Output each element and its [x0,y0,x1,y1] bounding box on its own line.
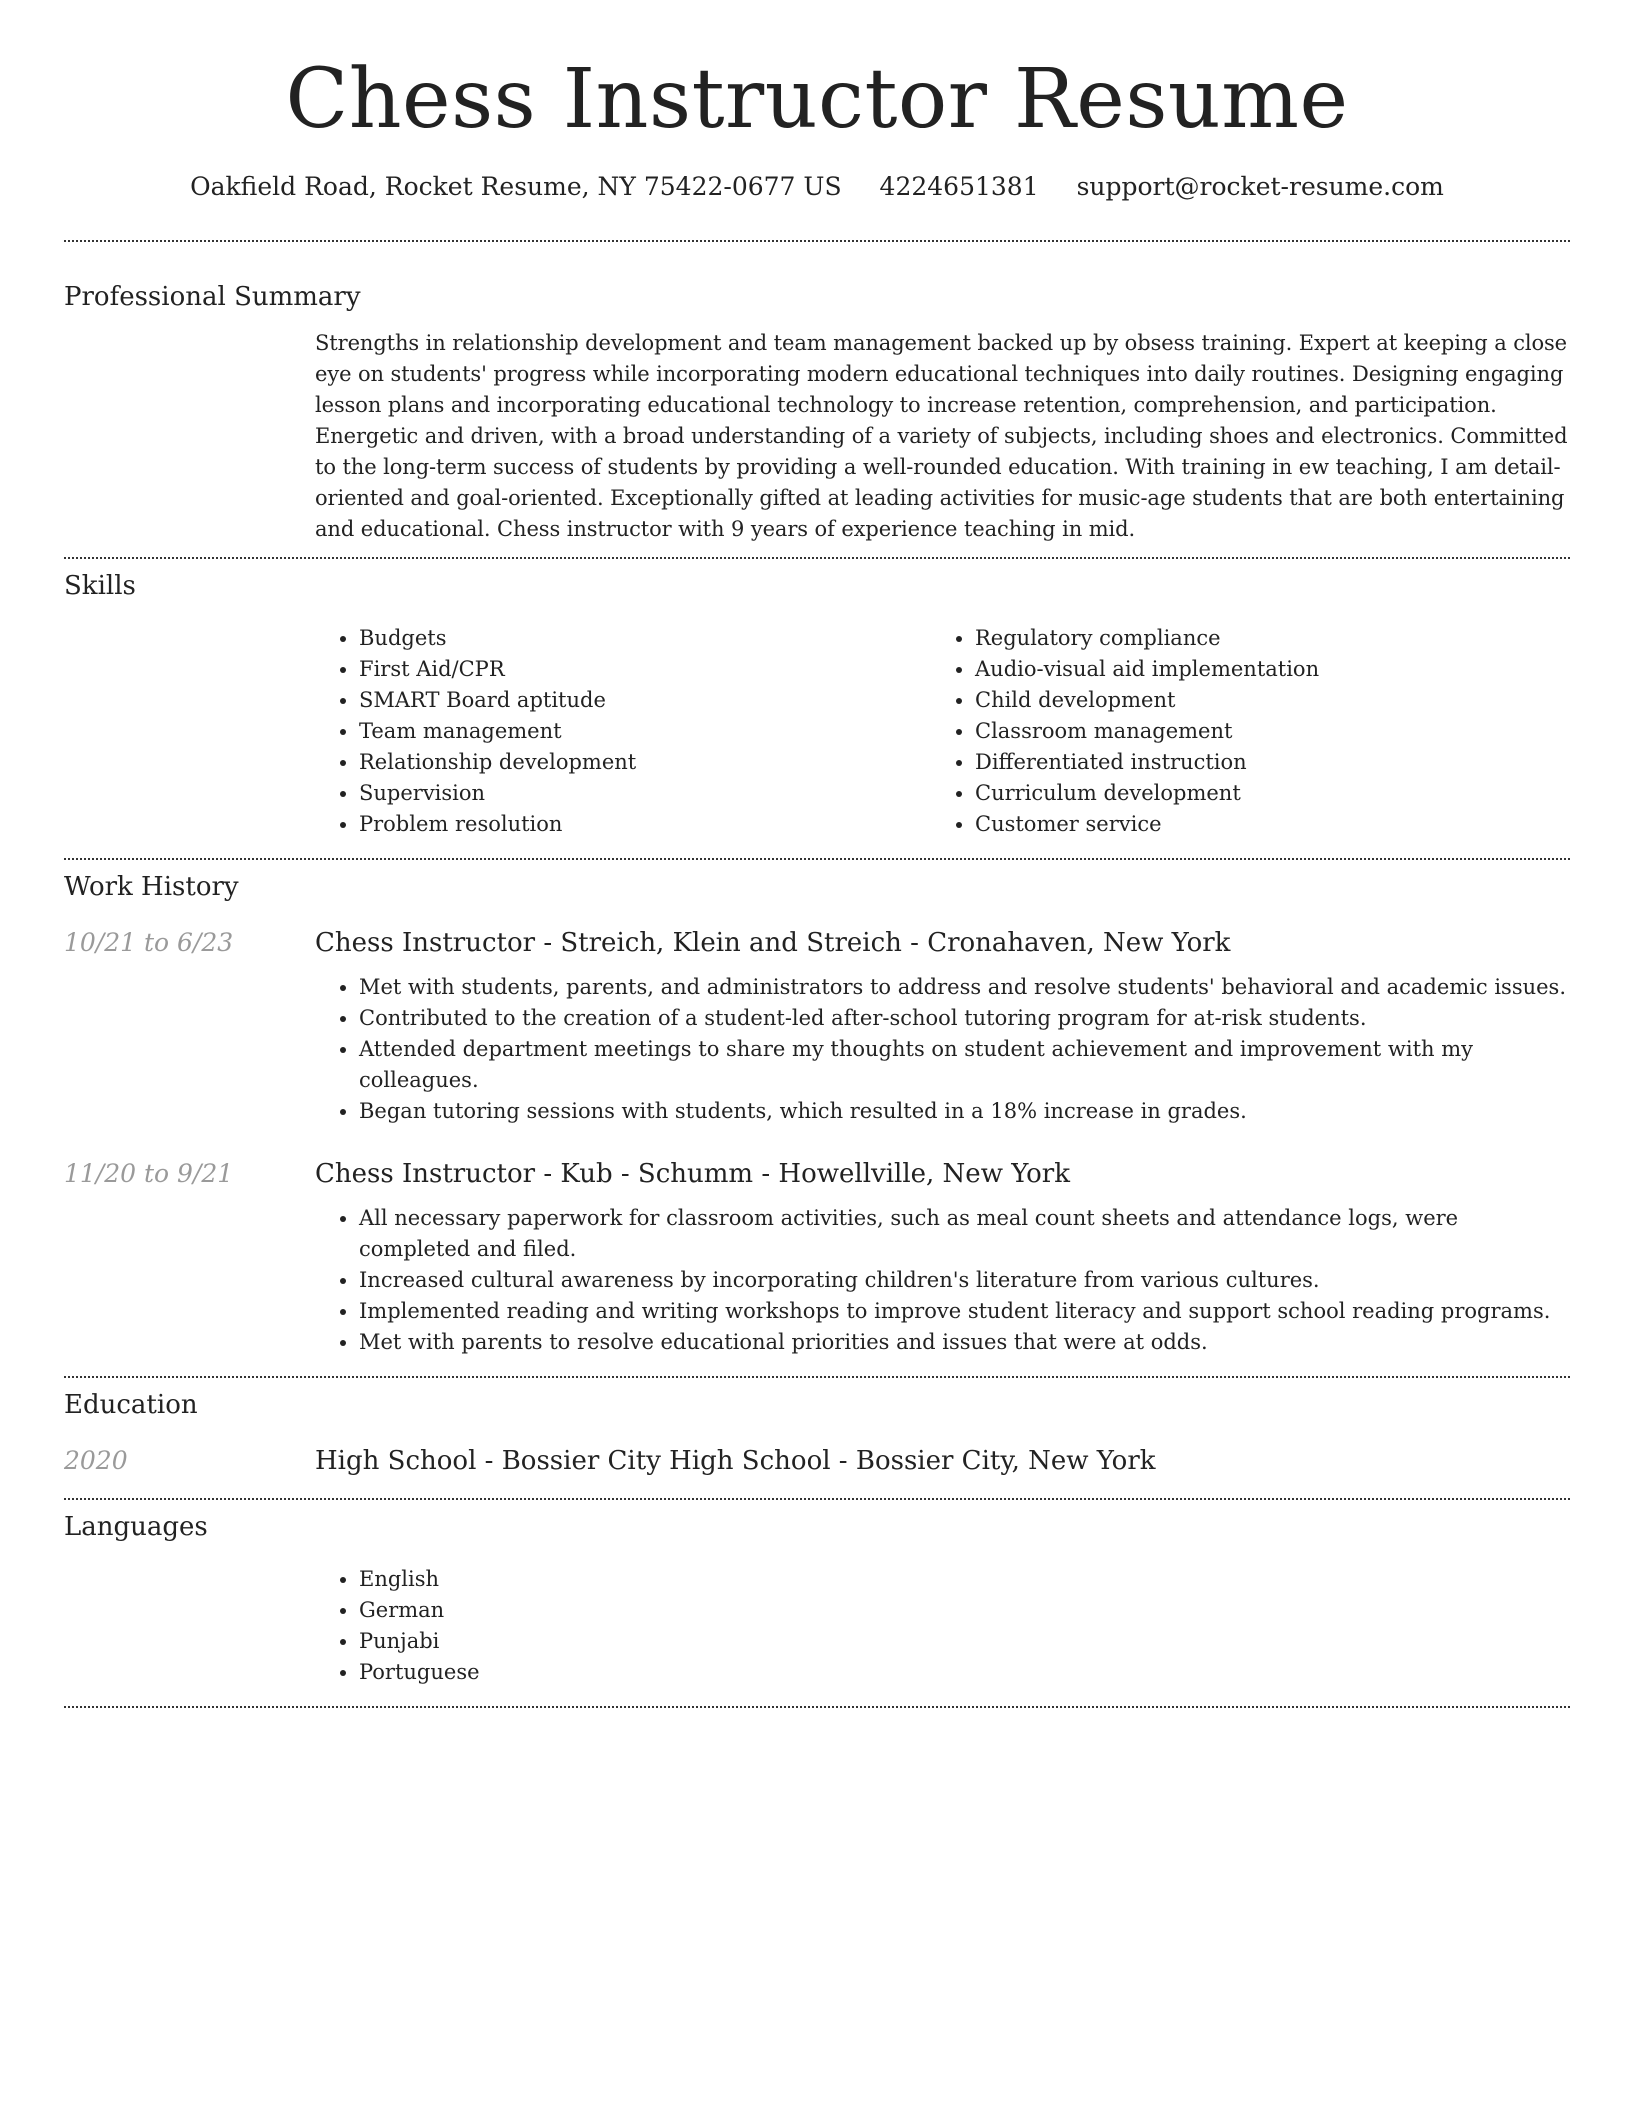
languages-section [64,1510,1570,1688]
job-bullets [315,1203,1570,1358]
skill-item: • Customer service [975,809,1547,840]
job-bullet: • All necessary paperwork for classroom activities, such as meal count sheets and attendance logs, were completed and filed. [359,1203,1570,1265]
contact-email: support@rocket-resume.com [1076,172,1444,201]
summary-section [64,280,1570,545]
divider [64,858,1570,860]
job-bullet: • Met with students, parents, and administrators to address and resolve students' behavioral and academic issues. [359,972,1570,1003]
skill-item: • Supervision [359,778,931,809]
job-bullets-container [315,972,1570,1127]
job-entry [64,926,1570,1127]
job-header [64,1157,1570,1191]
section-title-languages: Languages [64,1512,208,1542]
skill-item: • Differentiated instruction [975,747,1547,778]
language-item: • Punjabi [359,1626,1570,1657]
job-heading: Chess Instructor - Kub - Schumm - Howellville, New York [315,1159,1070,1189]
summary-content [315,328,1570,545]
skills-list-left [315,623,931,840]
contact-phone: 4224651381 [879,172,1039,201]
section-title-education: Education [64,1390,198,1420]
divider [64,557,1570,559]
skill-item: • Budgets [359,623,931,654]
divider [64,1498,1570,1500]
resume-title: Chess Instructor Resume [285,52,1349,147]
contact-line [64,170,1570,204]
language-item: • German [359,1595,1570,1626]
job-entry [64,1157,1570,1358]
job-bullet: • Met with parents to resolve educational priorities and issues that were at odds. [359,1327,1570,1358]
skill-item: • First Aid/CPR [359,654,931,685]
skills-column-left [315,623,931,840]
skill-item: • Team management [359,716,931,747]
skill-item: • Curriculum development [975,778,1547,809]
contact-address: Oakfield Road, Rocket Resume, NY 75422-0677 US [190,172,842,201]
work-history-section [64,870,1570,1358]
section-title-work-history: Work History [64,872,239,902]
skill-item: • Relationship development [359,747,931,778]
divider [64,240,1570,242]
education-year: 2020 [64,1446,128,1475]
languages-content [315,1564,1570,1688]
skill-item: • SMART Board aptitude [359,685,931,716]
skill-item: • Regulatory compliance [975,623,1547,654]
skills-list-right [931,623,1547,840]
skills-column-right [931,623,1547,840]
languages-list [315,1564,1570,1688]
job-dates: 10/21 to 6/23 [64,928,234,957]
education-heading: High School - Bossier City High School - Bossier City, New York [315,1446,1156,1476]
education-entry [64,1444,1570,1478]
language-item: • English [359,1564,1570,1595]
skills-grid [315,623,1570,840]
resume-page [64,0,1570,1708]
divider [64,1376,1570,1378]
job-header [64,926,1570,960]
job-bullet: • Implemented reading and writing workshops to improve student literacy and support school reading programs. [359,1296,1570,1327]
divider [64,1706,1570,1708]
job-dates: 11/20 to 9/21 [64,1159,234,1188]
job-bullets [315,972,1570,1127]
skills-section [64,569,1570,840]
job-bullet: • Increased cultural awareness by incorporating children's literature from various cultures. [359,1265,1570,1296]
job-heading: Chess Instructor - Streich, Klein and Streich - Cronahaven, New York [315,928,1231,958]
section-title-summary: Professional Summary [64,282,361,312]
language-item: • Portuguese [359,1657,1570,1688]
skill-item: • Classroom management [975,716,1547,747]
job-bullet: • Began tutoring sessions with students, which resulted in a 18% increase in grades. [359,1096,1570,1127]
job-bullet: • Attended department meetings to share my thoughts on student achievement and improvement with my colleagues. [359,1034,1570,1096]
section-title-skills: Skills [64,571,136,601]
skill-item: • Problem resolution [359,809,931,840]
job-bullet: • Contributed to the creation of a student-led after-school tutoring program for at-risk students. [359,1003,1570,1034]
job-bullets-container [315,1203,1570,1358]
education-section [64,1388,1570,1478]
summary-text: Strengths in relationship development and team management backed up by obsess training. Expert at keeping a close eye on students' progress while incorporating modern educational techniques into daily routines. Designing engaging lesson plans and incorporating educational technology to increase retention, comprehension, and participation. Energetic and driven, with a broad understanding of a variety of subjects, including shoes and electronics. Committed to the long-term success of students by providing a well-rounded education. With training in ew teaching, I am detail-oriented and goal-oriented. Exceptionally gifted at leading activities for music-age students that are both entertaining and educational. Chess instructor with 9 years of experience teaching in mid. [315,331,1568,541]
skill-item: • Child development [975,685,1547,716]
skill-item: • Audio-visual aid implementation [975,654,1547,685]
